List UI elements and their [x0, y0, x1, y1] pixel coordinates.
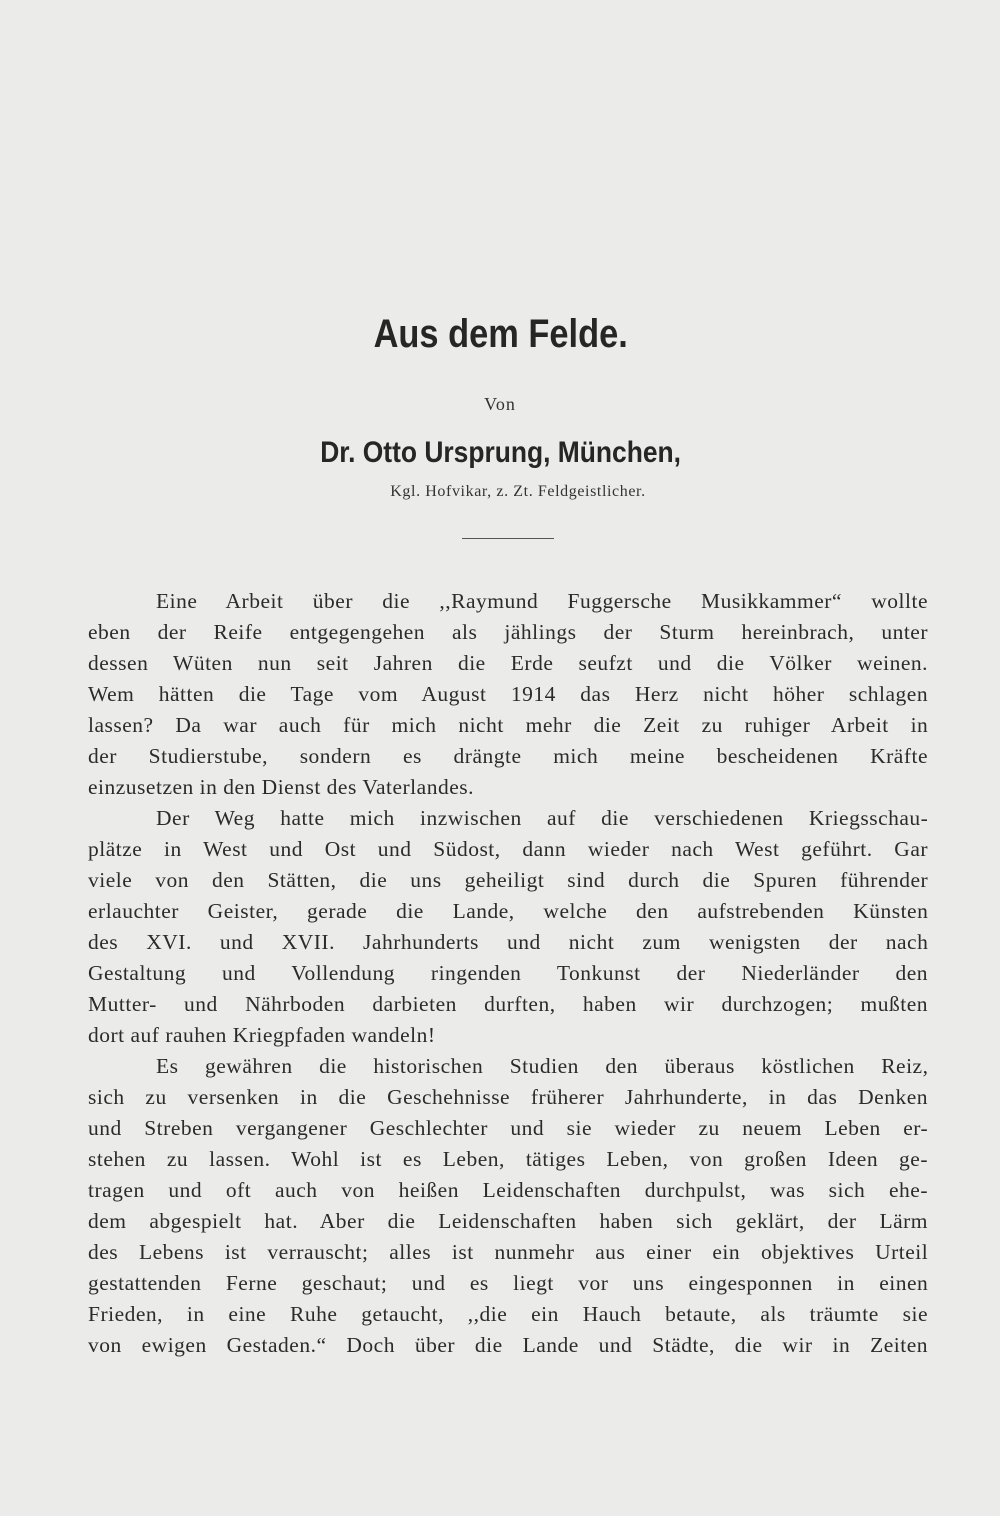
text-line: viele von den Stätten, die uns geheiligt sind durch die Spuren führender [88, 868, 929, 892]
author-position: Kgl. Hofvikar, z. Zt. Feldgeistlicher. [390, 483, 646, 500]
text-line: dessen Wüten nun seit Jahren die Erde seufzt und die Völker weinen. [88, 651, 928, 675]
text-line: des XVI. und XVII. Jahrhunderts und nicht zum wenigsten der nach [88, 930, 929, 954]
text-line: tragen und oft auch von heißen Leidenschaften durchpulst, was sich ehe- [88, 1178, 928, 1202]
text-line: Es gewähren die historischen Studien den überaus köstlichen Reiz, [156, 1054, 929, 1078]
article-title: Aus dem Felde. [373, 312, 628, 356]
text-line: Eine Arbeit über die ,,Raymund Fuggersche Musikkammer“ wollte [156, 589, 928, 613]
text-line: Gestaltung und Vollendung ringenden Tonkunst der Niederländer den [88, 961, 928, 985]
text-line: von ewigen Gestaden.“ Doch über die Lande und Städte, die wir in Zeiten [88, 1333, 928, 1357]
section-divider [462, 538, 554, 539]
text-line: dort auf rauhen Kriegpfaden wandeln! [88, 1023, 436, 1047]
text-line: Frieden, in eine Ruhe getaucht, ,,die ein Hauch betaute, als träumte sie [88, 1302, 928, 1326]
article-body [88, 586, 928, 1361]
text-line: eben der Reife entgegengehen als jählings der Sturm hereinbrach, unter [88, 620, 928, 644]
text-line: der Studierstube, sondern es drängte mich meine bescheidenen Kräfte [88, 744, 928, 768]
text-line: einzusetzen in den Dienst des Vaterlandes. [88, 775, 474, 799]
text-line: stehen zu lassen. Wohl ist es Leben, tätiges Leben, von großen Ideen ge- [88, 1147, 928, 1171]
text-line: und Streben vergangener Geschlechter und sie wieder zu neuem Leben er- [88, 1116, 929, 1140]
text-line: Wem hätten die Tage vom August 1914 das Herz nicht höher schlagen [88, 682, 929, 706]
text-line: des Lebens ist verrauscht; alles ist nunmehr aus einer ein objektives Urteil [88, 1240, 929, 1264]
text-line: lassen? Da war auch für mich nicht mehr die Zeit zu ruhiger Arbeit in [88, 713, 929, 737]
text-line: dem abgespielt hat. Aber die Leidenschaften haben sich geklärt, der Lärm [88, 1209, 928, 1233]
byline-von: Von [484, 394, 516, 414]
author-name: Dr. Otto Ursprung, München, [320, 436, 681, 469]
text-line: erlauchter Geister, gerade die Lande, welche den aufstrebenden Künsten [88, 899, 929, 923]
text-line: Der Weg hatte mich inzwischen auf die verschiedenen Kriegsschau- [156, 806, 929, 830]
text-line: Mutter- und Nährboden darbieten durften, haben wir durchzogen; mußten [88, 992, 928, 1016]
text-line: plätze in West und Ost und Südost, dann wieder nach West geführt. Gar [88, 837, 929, 861]
text-line: gestattenden Ferne geschaut; und es liegt vor uns eingesponnen in einen [88, 1271, 929, 1295]
text-line: sich zu versenken in die Geschehnisse früherer Jahrhunderte, in das Denken [88, 1085, 928, 1109]
